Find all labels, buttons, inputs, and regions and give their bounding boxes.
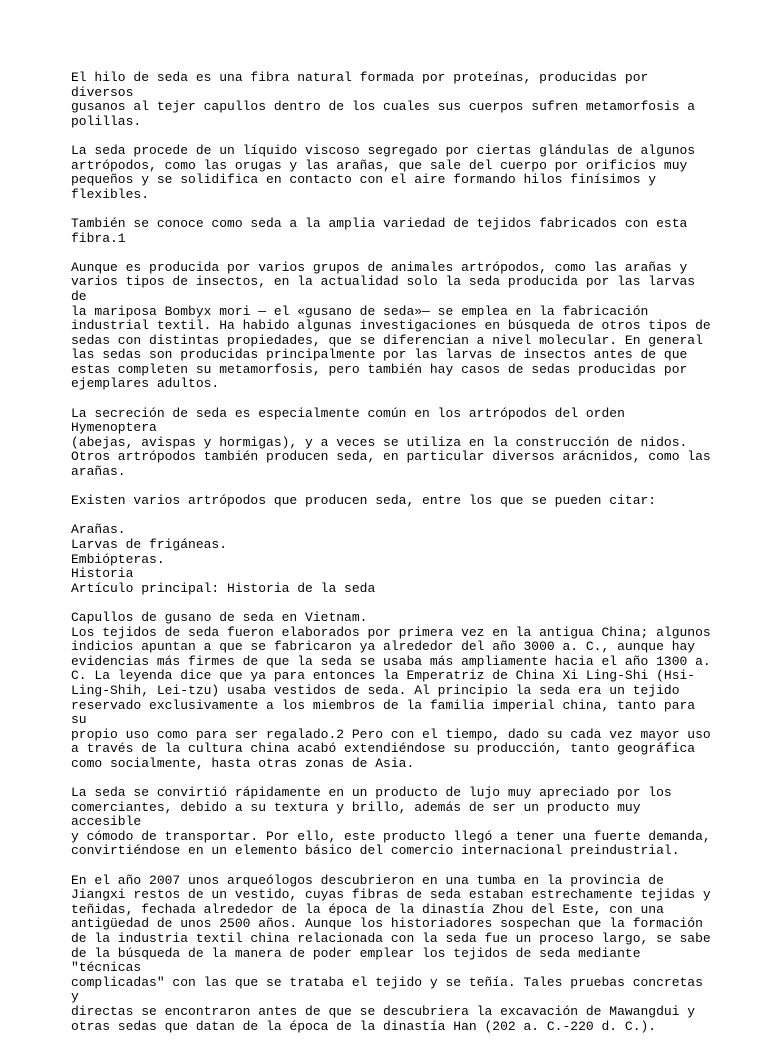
paragraph-hymenoptera: La secreción de seda es especialmente común en los artrópodos del orden Hymenoptera (abejas, avispas y hormigas), y a veces se utiliza en la construcción de nidos. Otros artrópodos también producen seda, en particular diversos arácnidos, como las arañas. — [71, 405, 711, 480]
document-page — [71, 71, 711, 1049]
paragraph-intro: El hilo de seda es una fibra natural formada por proteínas, producidas por diversos gusanos al tejer capullos dentro de los cuales sus cuerpos sufren metamorfosis a polillas. — [71, 70, 696, 129]
paragraph-list-intro: Existen varios artrópodos que producen seda, entre los que se pueden citar: — [71, 493, 657, 509]
paragraph-archaeology: En el año 2007 unos arqueólogos descubrieron en una tumba en la provincia de Jiangxi restos de un vestido, cuyas fibras de seda estaban estrechamente tejidas y teñidas, fechada alrededor de la época de la dinastía Zhou del Este, con una antigüedad de unos 2500 años. Aunque los historiadores sospechan que la formación de la industria textil china relacionada con la seda fue un proceso largo, se sabe de la búsqueda de la manera de poder emplear los tejidos de seda mediante "técnicas complicadas" con las que se trataba el tejido y se teñía. Tales pruebas concretas y directas se encontraron antes de que se descubriera la excavación de Mawangdui y otras sedas que datan de la época de la dinastía Han (202 a. C.-220 d. C.). — [71, 872, 711, 1034]
producer-list — [71, 523, 711, 596]
list-item: Arañas. — [71, 522, 126, 538]
paragraph-origin: La seda procede de un líquido viscoso segregado por ciertas glándulas de algunos artrópodos, como las orugas y las arañas, que sale del cuerpo por orificios muy pequeños y se solidifica en contacto con el aire formando hilos finísimos y flexibles. — [71, 142, 696, 202]
list-item: Embiópteras. — [71, 551, 165, 567]
list-item: Larvas de frigáneas. — [71, 537, 228, 552]
paragraph-fabrics: También se conoce como seda a la amplia variedad de tejidos fabricados con esta fibra.1 — [71, 215, 688, 246]
paragraph-history-china: Capullos de gusano de seda en Vietnam. Los tejidos de seda fueron elaborados por primera vez en la antigua China; algunos indicios apuntan a que se fabricaron ya alrededor del año 3000 a. C., aunque hay evidencias más firmes de que la seda se usaba más ampliamente hacia el año 1300 a. C. La leyenda dice que ya para entonces la Emperatriz de China Xi Ling-Shi (Hsi- Ling-Shih, Lei-tzu) usaba vestidos de seda. Al principio la seda era un tejido reservado exclusivamente a los miembros de la familia imperial china, tanto para su propio uso como para ser regalado.2 Pero con el tiempo, dado su cada vez mayor uso a través de la cultura china acabó extendiéndose su producción, tanto geográfica como socialmente, hasta otras zonas de Asia. — [71, 609, 711, 771]
paragraph-producers: Aunque es producida por varios grupos de animales artrópodos, como las arañas y varios tipos de insectos, en la actualidad solo la seda producida por las larvas de la mariposa Bombyx mori — el «gusano de seda»— se emplea en la fabricación industrial textil. Ha habido algunas investigaciones en búsqueda de otros tipos de sedas con distintas propiedades, que se diferencian a nivel molecular. En general las sedas son producidas principalmente por las larvas de insectos antes de que estas completen su metamorfosis, pero también hay casos de sedas producidas por ejemplares adultos. — [71, 259, 711, 392]
paragraph-luxury-trade: La seda se convirtió rápidamente en un producto de lujo muy apreciado por los comerciantes, debido a su textura y brillo, además de ser un producto muy accesible y cómodo de transportar. Por ello, este producto llegó a tener una fuerte demanda, convirtiéndose en un elemento básico del comercio internacional preindustrial. — [71, 785, 711, 859]
list-item: Historia — [71, 566, 134, 582]
list-item: Artículo principal: Historia de la seda — [71, 580, 376, 596]
